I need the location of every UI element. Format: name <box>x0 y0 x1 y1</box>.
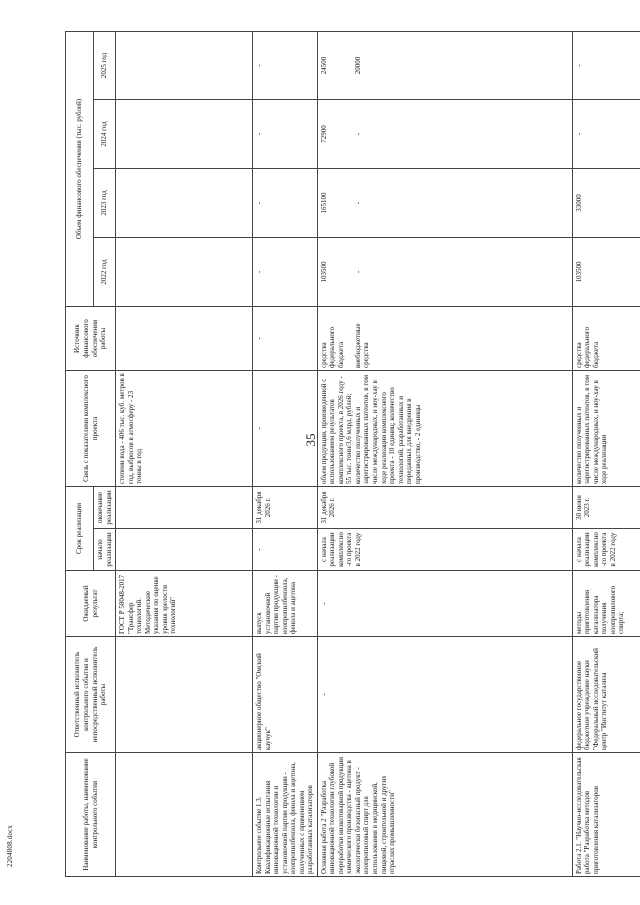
cell-name: Основная работа 2 "Разработка инновационной технологии глубокой переработки низкотоварной продукции химического производства - ацетона в экологически безопасный продукт - изопропиловый спирт для использования в медицинской, пищевой, строительной и других отраслях промышленности" <box>317 753 572 877</box>
cell-value-2025: - <box>253 32 318 100</box>
cell-value-2023: 165100 - <box>317 169 572 238</box>
cell-value-2024: - <box>253 100 318 169</box>
cell-executor: федеральное государственное бюджетное учреждение науки "Федеральный исследовательский центр "Институт катализа <box>572 637 640 753</box>
cell-value-2025: 24500 20000 <box>317 32 572 100</box>
cell-start <box>116 529 253 571</box>
document-id: 2204808.docx <box>6 824 14 868</box>
cell-value-2023: 33000 <box>572 169 640 238</box>
cell-result: - <box>317 571 572 637</box>
header-year-2023: 2023 год <box>94 169 116 238</box>
cell-start: с начала реализации комплексно-го проекта в 2022 году <box>572 529 640 571</box>
cell-value-2022 <box>116 238 253 307</box>
table-row <box>116 32 253 877</box>
header-year-2022: 2022 год <box>94 238 116 307</box>
cell-name <box>116 753 253 877</box>
cell-value-2024: - <box>572 100 640 169</box>
cell-source: средства федерального бюджета внебюджетные средства <box>317 307 572 371</box>
header-period-end: окончание реализации <box>94 487 116 529</box>
cell-executor: акционерное общество "Омский каучук" <box>253 637 318 753</box>
header-executor: Ответственный исполнитель контрольного события и непосредственный исполнитель работы <box>66 637 116 753</box>
cell-name: Контрольное событие 1.3. Квалификационные испытания инновационной технологии и установочной партии продукции - изопропилбензола, фенола и ацетона, полученных с применением разработанных катализаторов <box>253 753 318 877</box>
cell-value-2022: 103500 - <box>317 238 572 307</box>
work-plan-table <box>65 31 640 877</box>
header-year-2025: 2025 год <box>94 32 116 100</box>
cell-value-2024: 72900 - <box>317 100 572 169</box>
cell-source: средства федерального бюджета <box>572 307 640 371</box>
cell-link: объем продукции, произведенной с использованием результатов комплексного проекта, в 2026 году - 55 тыс. тонн/3,6 млрд. рублей; количество полученных и зарегистрированных патентов, в том числе международных, и ноу-хау в ходе реализации комплексного проекта - 10 единиц; количество технологий, разработанных и переданных для внедрения в производство, - 2 единицы <box>317 371 572 487</box>
cell-end <box>116 487 253 529</box>
rotated-page-content <box>65 32 625 877</box>
cell-value-2025 <box>116 32 253 100</box>
header-source: Источник финансового обеспечения работы <box>66 307 116 371</box>
cell-value-2024 <box>116 100 253 169</box>
cell-link: - <box>253 371 318 487</box>
cell-result: ГОСТ Р 58048-2017 "Трансфер технологий. Методические указания по оценке уровня зрелости технологий" <box>116 571 253 637</box>
header-year-2024: 2024 год <box>94 100 116 169</box>
cell-value-2023 <box>116 169 253 238</box>
header-row <box>66 32 94 877</box>
cell-source: - <box>253 307 318 371</box>
header-finance: Объем финансового обеспечения (тыс. рублей) <box>66 32 94 307</box>
cell-executor: - <box>317 637 572 753</box>
cell-value-2023: - <box>253 169 318 238</box>
cell-end: 30 июня 2023 г. <box>572 487 640 529</box>
cell-start: с начала реализации комплексно-го проекта в 2022 году <box>317 529 572 571</box>
cell-link: количество полученных и зарегистрированных патентов, в том числе международных, и ноу-хау в ходе реализации <box>572 371 640 487</box>
cell-value-2022: - <box>253 238 318 307</box>
cell-result: выпуск установочной партии продукции - изопропилбензола, фенола и ацетона <box>253 571 318 637</box>
page-number: 35 <box>303 433 318 447</box>
cell-end: 31 декабря 2026 г. <box>253 487 318 529</box>
cell-result: методы приготовления катализатора получения изопропилового спирта; <box>572 571 640 637</box>
header-link: Связь с показателями комплексного проекта <box>66 371 116 487</box>
cell-end: 31 декабря 2026 г. <box>317 487 572 529</box>
cell-value-2022: 103500 <box>572 238 640 307</box>
header-name: Наименование работы, наименование контрольного события <box>66 753 116 877</box>
table-row <box>317 32 572 877</box>
cell-name: Работа 2.1. "Научно-исследовательская работа "Разработка методов приготовления катализаторов <box>572 753 640 877</box>
cell-link: степени вода - 406 тыс. куб. метров в год, выбросов в атмосферу - 23 тонны в год <box>116 371 253 487</box>
table-row <box>572 32 640 877</box>
header-result: Ожидаемый результат <box>66 571 116 637</box>
cell-executor <box>116 637 253 753</box>
cell-value-2025: - <box>572 32 640 100</box>
header-period: Срок реализации <box>66 487 94 571</box>
table-row <box>253 32 318 877</box>
cell-start: - <box>253 529 318 571</box>
cell-source <box>116 307 253 371</box>
header-period-start: начало реализации <box>94 529 116 571</box>
